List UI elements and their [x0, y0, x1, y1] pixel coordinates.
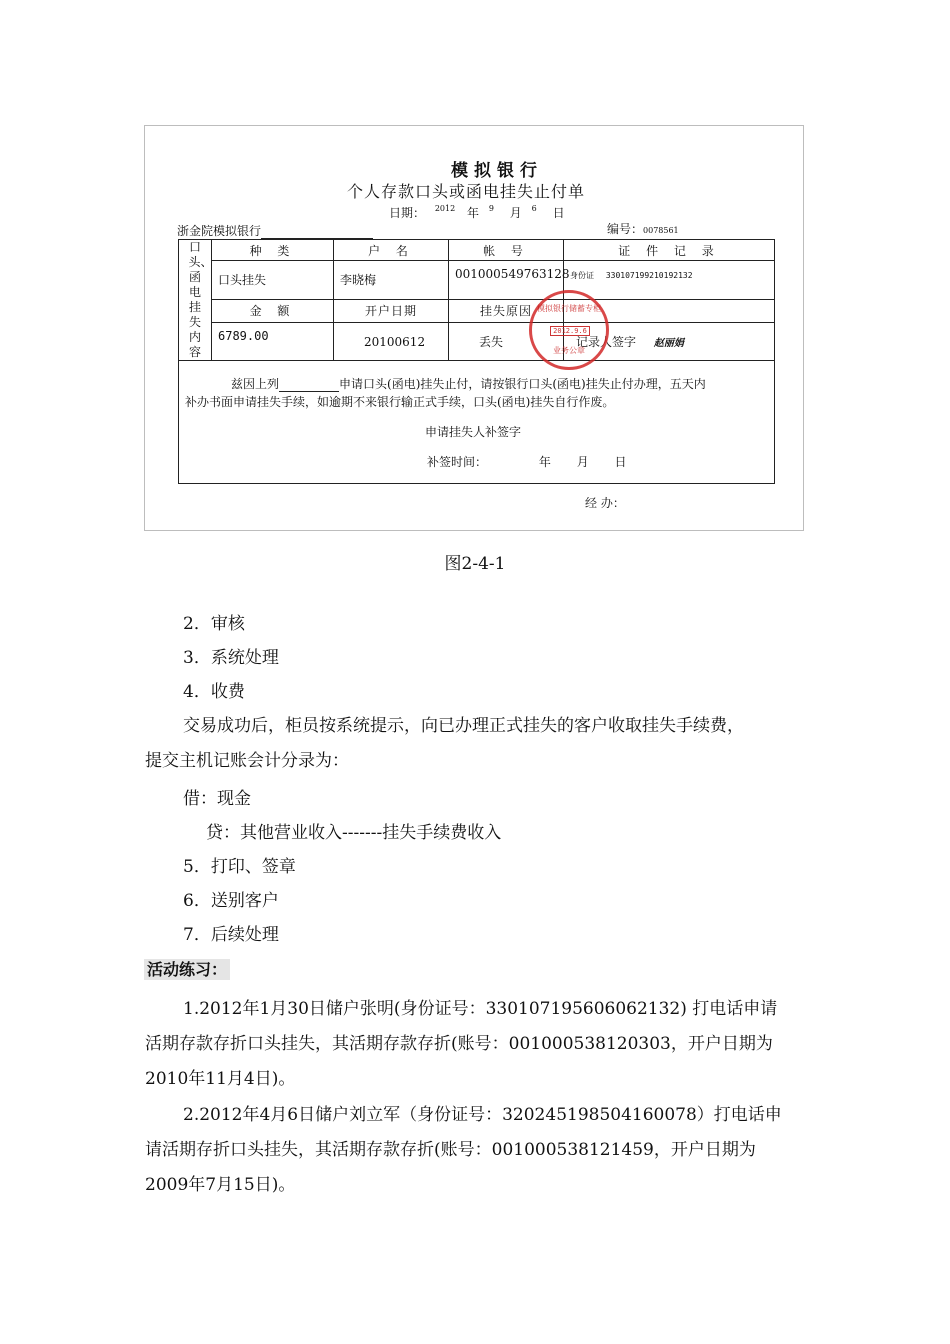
header-id-record: 证 件 记 录	[564, 240, 775, 261]
bank-seal-stamp: 模拟银行储蓄专柜 2012.9.6 业务公章	[529, 290, 609, 370]
notice-line-2: 补办书面申请挂失手续，如逾期不来银行输正式手续，口头(函电)挂失自行作废。	[185, 395, 615, 410]
exercise-1-line: 1.2012年1月30日储户张明(身份证号：330107195606062132) 打电话申请	[183, 999, 778, 1019]
recorder-signature: 赵丽娟	[653, 338, 684, 350]
activity-heading: 活动练习：	[144, 957, 230, 980]
exercise-1-line: 2010年11月4日)。	[145, 1069, 296, 1089]
value-id: 身份证 330107199210192132	[564, 261, 775, 299]
step-item: 5．打印、签章	[183, 857, 296, 877]
notice-line-1: 兹因上列 申请口头(函电)挂失止付，请按银行口头(函电)挂失止付办理，五天内	[231, 377, 706, 392]
applicant-signature-label: 申请挂失人补签字	[425, 425, 522, 440]
header-reason: 挂失原因	[449, 299, 564, 322]
notice-box	[179, 361, 775, 484]
step-item: 4．收费	[183, 682, 245, 702]
value-open-date: 20100612	[334, 323, 449, 361]
branch-name: 浙金院模拟银行	[177, 222, 373, 239]
exercise-2-line: 2009年7月15日)。	[145, 1175, 296, 1195]
step-item: 3．系统处理	[183, 648, 279, 668]
handler-label: 经 办：	[585, 496, 625, 510]
value-name: 李晓梅	[334, 261, 449, 299]
value-account: 001000549763128	[449, 261, 564, 299]
paragraph-line: 提交主机记账会计分录为：	[145, 751, 349, 771]
step-item: 2．审核	[183, 614, 245, 634]
header-account: 帐 号	[449, 240, 564, 261]
step-item: 7．后续处理	[183, 925, 279, 945]
credit-entry: 贷：其他营业收入-------挂失手续费收入	[206, 823, 502, 843]
figure-caption: 图2-4-1	[444, 554, 506, 574]
paragraph-line: 交易成功后，柜员按系统提示，向已办理正式挂失的客户收取挂失手续费，	[183, 716, 744, 736]
exercise-2-line: 请活期存折口头挂失，其活期存款存折(账号：001000538121459，开户日期为	[145, 1140, 756, 1160]
side-label: 口头、函电挂失内容	[179, 240, 212, 361]
bank-name: 模拟银行	[451, 161, 543, 181]
recorder-cell: 记录人签字 赵丽娟	[564, 323, 775, 361]
debit-entry: 借：现金	[183, 789, 251, 809]
supplement-time: 补签时间： 年 月 日	[427, 455, 627, 470]
form-date: 日期： $^{2012}$ 年 $^9$ 月 $^6$ 日	[389, 204, 565, 220]
header-name: 户 名	[334, 240, 449, 261]
header-amount: 金 额	[212, 299, 334, 322]
serial-number: 编号：0078561	[607, 222, 679, 236]
loss-report-form-image	[144, 125, 804, 531]
step-item: 6．送别客户	[183, 891, 279, 911]
loss-report-table	[178, 239, 775, 484]
form-title: 个人存款口头或函电挂失止付单	[347, 182, 586, 201]
exercise-2-line: 2.2012年4月6日储户刘立军（身份证号：320245198504160078）打电话申	[183, 1105, 782, 1125]
header-type: 种 类	[212, 240, 334, 261]
header-open-date: 开户日期	[334, 299, 449, 322]
value-amount: 6789.00	[212, 323, 334, 361]
value-type: 口头挂失	[212, 261, 334, 299]
exercise-1-line: 活期存款存折口头挂失，其活期存款存折(账号：001000538120303，开户日期为	[145, 1034, 773, 1054]
value-reason: 丢失	[449, 323, 564, 361]
